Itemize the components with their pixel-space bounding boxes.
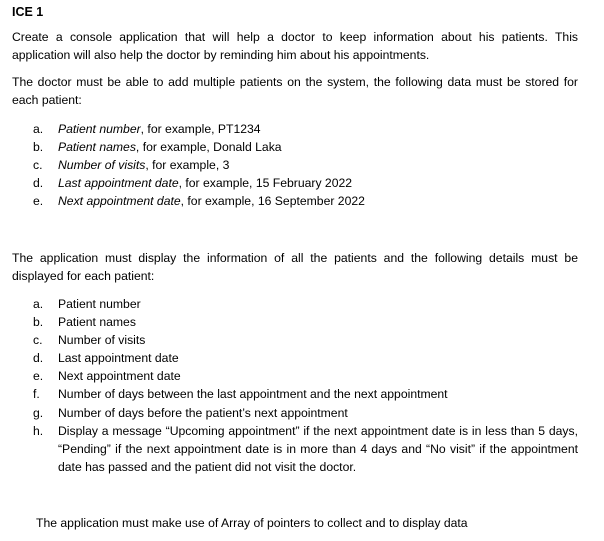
data-intro-paragraph: The doctor must be able to add multiple patients on the system, the following data must be stored for each patient: — [12, 75, 578, 107]
patient-data-list — [33, 120, 578, 210]
list-marker: e. — [33, 369, 44, 384]
list-item — [33, 313, 578, 331]
field-example: , for example, 3 — [145, 158, 230, 173]
list-item-text: Number of days before the patient’s next appointment — [58, 405, 348, 420]
list-item — [33, 174, 578, 192]
list-marker: b. — [33, 140, 44, 155]
display-details-list — [33, 295, 578, 476]
list-item — [33, 192, 578, 210]
field-name: Next appointment date — [58, 194, 181, 209]
list-item-text: Display a message “Upcoming appointment” if the next appointment date is in less than 5 days, “Pending” if the next appointment date is in more than 4 days and “No visit” if the appointment date has passed and the patient did not visit the doctor. — [58, 423, 578, 474]
list-marker: a. — [33, 297, 44, 311]
list-marker: f. — [33, 387, 40, 402]
list-item-text: Patient names — [58, 315, 136, 330]
list-item — [33, 120, 578, 138]
list-item — [33, 295, 578, 313]
list-marker: b. — [33, 315, 44, 330]
field-name: Patient names — [58, 140, 136, 155]
field-name: Number of visits — [58, 158, 146, 173]
list-marker: d. — [33, 176, 44, 191]
field-example: , for example, Donald Laka — [135, 140, 282, 155]
list-item — [33, 156, 578, 174]
list-marker: h. — [33, 423, 44, 438]
closing-paragraph: The application must make use of Array of pointers to collect and to display data — [36, 516, 468, 530]
list-item — [33, 367, 578, 385]
field-example: , for example, PT1234 — [140, 122, 261, 136]
list-item — [33, 138, 578, 156]
field-name: Last appointment date — [58, 176, 179, 191]
intro-paragraph: Create a console application that will help a doctor to keep information about his patients. This application will also help the doctor by reminding him about his appointments. — [12, 30, 578, 62]
list-item — [33, 349, 578, 367]
field-example: , for example, 16 September 2022 — [180, 194, 365, 209]
list-item-text: Last appointment date — [58, 351, 179, 366]
list-marker: g. — [33, 405, 44, 420]
list-item — [33, 422, 578, 476]
list-item-text: Next appointment date — [58, 369, 181, 384]
list-item-text: Number of visits — [58, 333, 146, 348]
list-item-text: Number of days between the last appointment and the next appointment — [58, 387, 448, 402]
display-intro-paragraph: The application must display the information of all the patients and the following details must be displayed for each patient: — [12, 251, 578, 283]
list-item — [33, 385, 578, 403]
list-marker: d. — [33, 351, 44, 366]
list-marker: c. — [33, 333, 43, 348]
list-item-text: Patient number — [58, 297, 141, 311]
list-marker: a. — [33, 122, 44, 136]
list-marker: e. — [33, 194, 44, 209]
section-heading: ICE 1 — [12, 5, 44, 19]
list-item — [33, 404, 578, 422]
list-item — [33, 331, 578, 349]
field-example: , for example, 15 February 2022 — [178, 176, 353, 191]
list-marker: c. — [33, 158, 43, 173]
field-name: Patient number — [58, 122, 141, 136]
